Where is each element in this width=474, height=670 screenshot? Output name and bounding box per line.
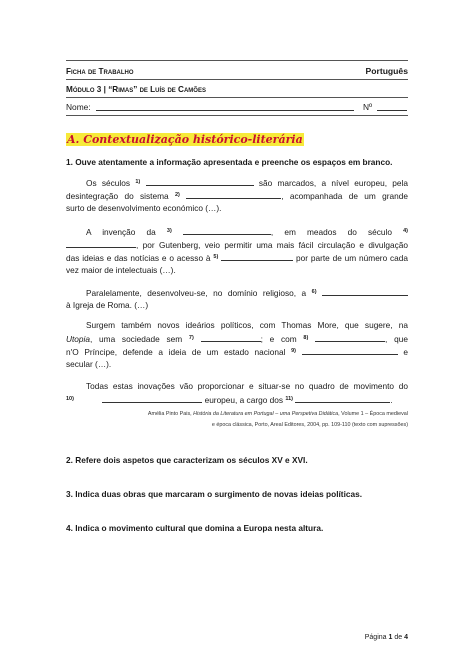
question-1: 1. Ouve atentamente a informação apresentada e preenche os espaços em branco. — [66, 157, 393, 167]
blank-number: 1) — [135, 179, 141, 185]
passage-line: Os séculos $^{1)}$ são marcados, a nível europeu, pela — [86, 178, 408, 188]
blank-number: 2) — [174, 192, 180, 198]
blank-11[interactable] — [295, 394, 390, 403]
section-highlight — [66, 133, 304, 146]
question-2: 2. Refere dois aspetos que caracterizam os séculos XV e XVI. — [66, 455, 308, 465]
page-number: 1 — [388, 634, 393, 641]
name-row — [66, 102, 91, 112]
section-title — [66, 133, 304, 146]
blank-1[interactable] — [146, 177, 254, 186]
passage-line: A invenção da $^{3)}$ , em meados do século $^{4)}$ — [86, 227, 408, 237]
blank-10[interactable] — [102, 394, 202, 403]
number-label: Nº — [363, 102, 373, 112]
section-letter: A. — [67, 133, 80, 146]
passage-line: secular (…). — [66, 359, 112, 369]
blank-2[interactable] — [186, 190, 281, 199]
name-field[interactable] — [96, 102, 354, 111]
module-separator: | — [103, 85, 106, 94]
name-label: Nome: — [66, 102, 91, 112]
blank-number: 8) — [303, 335, 309, 341]
source-citation-line-1: Amélia Pinto Pais, História da Literatura em Portugal – uma Perspetiva Didática, Volume 1 – Época medieval — [147, 411, 408, 417]
blank-3[interactable] — [183, 226, 271, 235]
header-top-rule — [66, 60, 408, 61]
passage-line: à Igreja de Roma. (…) — [66, 300, 149, 310]
worksheet-type: Ficha de Trabalho — [66, 67, 134, 76]
passage-line: das ideias e das notícias e o acesso à $^{5)}$ por parte de um número cada — [66, 253, 409, 263]
question-3: 3. Indica duas obras que marcaram o surgimento de novas ideias políticas. — [66, 489, 363, 499]
blank-number: 4) — [403, 228, 408, 234]
module-title: “Rimas” de Luís de Camões — [108, 85, 206, 94]
blank-number: 6) — [311, 289, 317, 295]
page-label: Página — [364, 634, 387, 641]
passage-line: Todas estas inovações vão proporcionar e situar-se no quadro de movimento do — [86, 381, 408, 391]
blank-7[interactable] — [201, 333, 261, 342]
page-total: 4 — [404, 634, 408, 641]
passage-line: Utopia, uma sociedade sem $^{7)}$ ; e com $^{8)}$ , que — [66, 334, 408, 344]
header-rule-3 — [66, 115, 408, 116]
question-4: 4. Indica o movimento cultural que domina a Europa nesta altura. — [66, 523, 324, 533]
passage-line: n'O Príncipe, defende a ideia de um estado nacional $^{9)}$ e — [66, 347, 408, 357]
passage-line: Paralelamente, desenvolveu-se, no domínio religioso, a $^{6)}$ — [66, 287, 408, 298]
section-title-text: Contextualização histórico-literária — [83, 133, 303, 146]
blank-number: 10) — [66, 396, 74, 402]
number-field[interactable] — [377, 102, 407, 111]
blank-5[interactable] — [221, 252, 293, 261]
header-rule-2 — [66, 97, 408, 98]
passage-line: vez maior de intelectuais (…). — [66, 265, 176, 275]
source-citation-line-2: e época clássica, Porto, Areal Editores, 2004, pp. 109-110 (texto com supressões) — [211, 422, 408, 428]
blank-6[interactable] — [322, 287, 408, 296]
subject-title: Português — [365, 66, 408, 76]
passage-line: surto de desenvolvimento económico (…). — [66, 203, 222, 213]
blank-9[interactable] — [302, 346, 398, 355]
blank-number: 3) — [166, 228, 172, 234]
module-line — [66, 85, 206, 94]
blank-number: 11) — [285, 396, 293, 402]
blank-number: 9) — [291, 348, 297, 354]
header-rule-1 — [66, 79, 408, 80]
of-label: de — [394, 634, 403, 641]
module-number: Módulo 3 — [66, 85, 102, 94]
blank-number: 5) — [213, 254, 219, 260]
passage-line: Surgem também novos ideários políticos, com Thomas More, que sugere, na — [86, 320, 408, 330]
blank-4[interactable] — [66, 239, 136, 248]
blank-number: 7) — [188, 335, 194, 341]
page-footer — [365, 634, 408, 641]
passage-line: desintegração do sistema $^{2)}$ , acompanhada de um grande — [66, 191, 408, 201]
blank-8[interactable] — [315, 333, 385, 342]
passage-line: , por Gutenberg, veio permitir uma mais fácil circulação e divulgação — [66, 239, 408, 250]
passage-line: $^{10)}$ europeu, a cargo dos $^{11)}$ . — [66, 395, 393, 405]
